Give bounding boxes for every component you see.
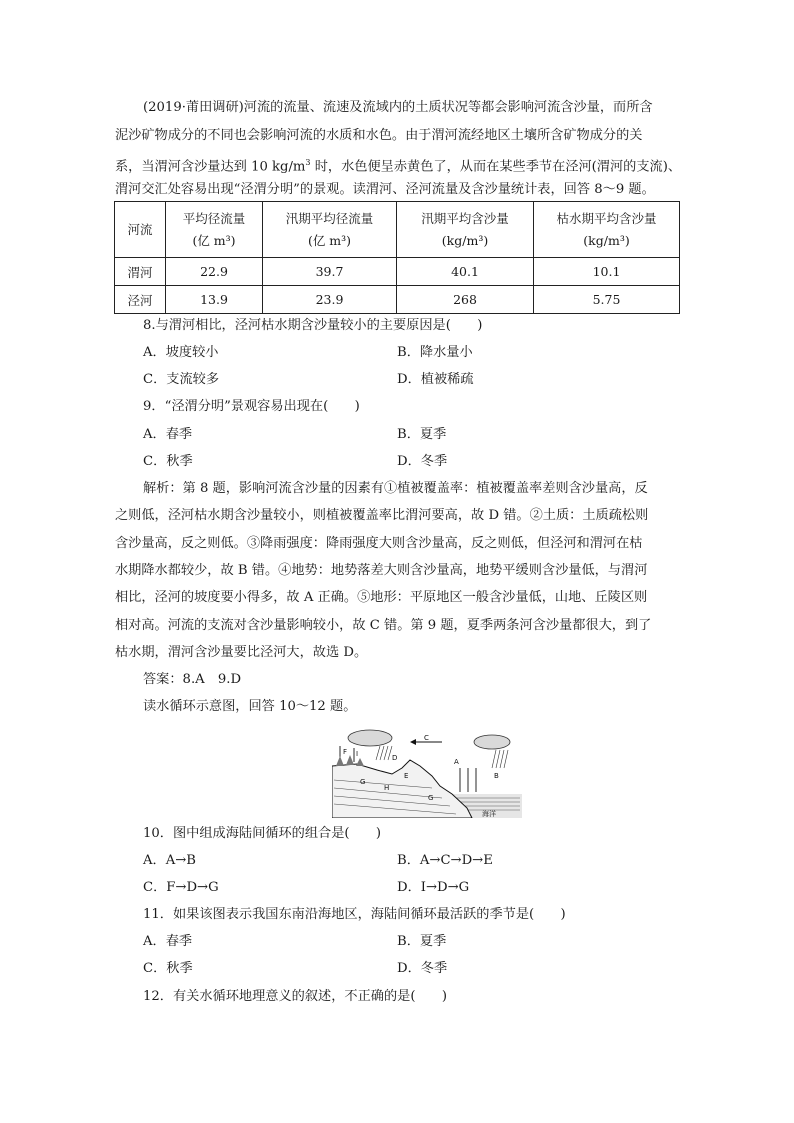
source-tag: (2019·莆田调研) bbox=[143, 100, 244, 115]
arrows-a bbox=[460, 768, 476, 792]
label-a: A bbox=[454, 758, 459, 766]
question-10-stem: 10．图中组成海陆间循环的组合是( ) bbox=[143, 826, 382, 841]
sea-cloud bbox=[474, 735, 510, 749]
analysis-line-1: 解析：第 8 题，影响河流含沙量的因素有①植被覆盖率：植被覆盖率差则含沙量高，反 bbox=[143, 481, 648, 496]
answer-line: 答案：8.A 9.D bbox=[143, 672, 242, 687]
intro-line-3: 系，当渭河含沙量达到 10 $kg/m^3$ 时，水色便呈赤黄色了，从而在某些季节在泾河(渭河的支流)、 bbox=[115, 158, 682, 175]
rain-over-sea bbox=[492, 750, 508, 768]
label-b: B bbox=[494, 772, 499, 780]
tree-icons bbox=[336, 755, 364, 766]
q11-option-d: D．冬季 bbox=[397, 961, 448, 976]
label-g-2: G bbox=[428, 794, 434, 802]
intro-line-4: 渭河交汇处容易出现“泾渭分明”的景观。读渭河、泾河流量及含沙量统计表，回答 8～9 题。 bbox=[115, 182, 655, 197]
q8-option-d: D．植被稀疏 bbox=[397, 372, 474, 387]
q9-option-b: B．夏季 bbox=[397, 427, 447, 442]
header-flood-sediment: 汛期平均含沙量 (kg/m³) bbox=[397, 202, 534, 258]
label-g-1: G bbox=[360, 778, 366, 786]
label-ocean: 海洋 bbox=[482, 810, 496, 818]
label-f: F bbox=[343, 748, 348, 756]
q10-option-a: A．A→B bbox=[143, 853, 196, 868]
q11-option-b: B．夏季 bbox=[397, 934, 447, 949]
arrow-c-head bbox=[410, 739, 416, 745]
header-dry-sediment: 枯水期平均含沙量 (kg/m³) bbox=[534, 202, 680, 258]
header-river: 河流 bbox=[115, 202, 166, 258]
analysis-line-3: 含沙量高，反之则低。③降雨强度：降雨强度大则含沙量高，反之则低，但泾河和渭河在枯 bbox=[115, 536, 643, 551]
river-data-table bbox=[114, 201, 680, 314]
question-9-stem: 9．“泾渭分明”景观容易出现在( ) bbox=[143, 399, 360, 414]
header-flood-flow: 汛期平均径流量 (亿 m³) bbox=[263, 202, 397, 258]
intro-line-2: 泥沙矿物成分的不同也会影响河流的水质和水色。由于渭河流经地区土壤所含矿物成分的关 bbox=[115, 128, 643, 143]
label-h: H bbox=[384, 784, 390, 792]
q11-option-a: A．春季 bbox=[143, 934, 193, 949]
analysis-line-5: 相比，泾河的坡度要小得多，故 A 正确。⑤地形：平原地区一般含沙量低，山地、丘陵区则 bbox=[115, 590, 648, 605]
land-cloud bbox=[348, 730, 392, 746]
table-header-row bbox=[115, 202, 680, 258]
table-row: 渭河 22.9 39.7 40.1 10.1 bbox=[115, 258, 680, 286]
analysis-line-2: 之则低，泾河枯水期含沙量较小，则植被覆盖率比渭河要高，故 D 错。②土质：土质疏松则 bbox=[115, 508, 649, 523]
q8-option-a: A．坡度较小 bbox=[143, 345, 219, 360]
label-e: E bbox=[404, 772, 409, 780]
table-row: 泾河 13.9 23.9 268 5.75 bbox=[115, 286, 680, 314]
label-c: C bbox=[424, 734, 429, 742]
q8-option-b: B．降水量小 bbox=[397, 345, 473, 360]
diagram-intro: 读水循环示意图，回答 10～12 题。 bbox=[143, 699, 357, 714]
q9-option-a: A．春季 bbox=[143, 427, 193, 442]
land-profile bbox=[332, 760, 472, 818]
q10-option-c: C．F→D→G bbox=[143, 880, 219, 895]
question-12-stem: 12．有关水循环地理意义的叙述，不正确的是( ) bbox=[143, 989, 448, 1004]
header-avg-flow: 平均径流量 (亿 m³) bbox=[166, 202, 263, 258]
water-cycle-diagram bbox=[332, 728, 522, 818]
intro-line-1: (2019·莆田调研)河流的流量、流速及流域内的土质状况等都会影响河流含沙量，而所含 bbox=[143, 100, 653, 115]
q10-option-d: D．I→D→G bbox=[397, 880, 470, 895]
label-i: I bbox=[356, 750, 359, 758]
question-11-stem: 11．如果该图表示我国东南沿海地区，海陆间循环最活跃的季节是( ) bbox=[143, 907, 566, 922]
q9-option-d: D．冬季 bbox=[397, 454, 448, 469]
question-8-stem: 8.与渭河相比，泾河枯水期含沙量较小的主要原因是( ) bbox=[143, 318, 483, 333]
q10-option-b: B．A→C→D→E bbox=[397, 853, 493, 868]
q8-option-c: C．支流较多 bbox=[143, 372, 220, 387]
analysis-line-6: 相对高。河流的支流对含沙量影响较小，故 C 错。第 9 题，夏季两条河含沙量都很大，到了 bbox=[115, 618, 652, 633]
label-d: D bbox=[392, 754, 398, 762]
q9-option-c: C．秋季 bbox=[143, 454, 193, 469]
q11-option-c: C．秋季 bbox=[143, 961, 193, 976]
analysis-line-7: 枯水期，渭河含沙量要比泾河大，故选 D。 bbox=[115, 645, 368, 660]
analysis-line-4: 水期降水都较少，故 B 错。④地势：地势落差大则含沙量高，地势平缓则含沙量低，与渭河 bbox=[115, 563, 648, 578]
rain-over-land bbox=[376, 746, 392, 760]
